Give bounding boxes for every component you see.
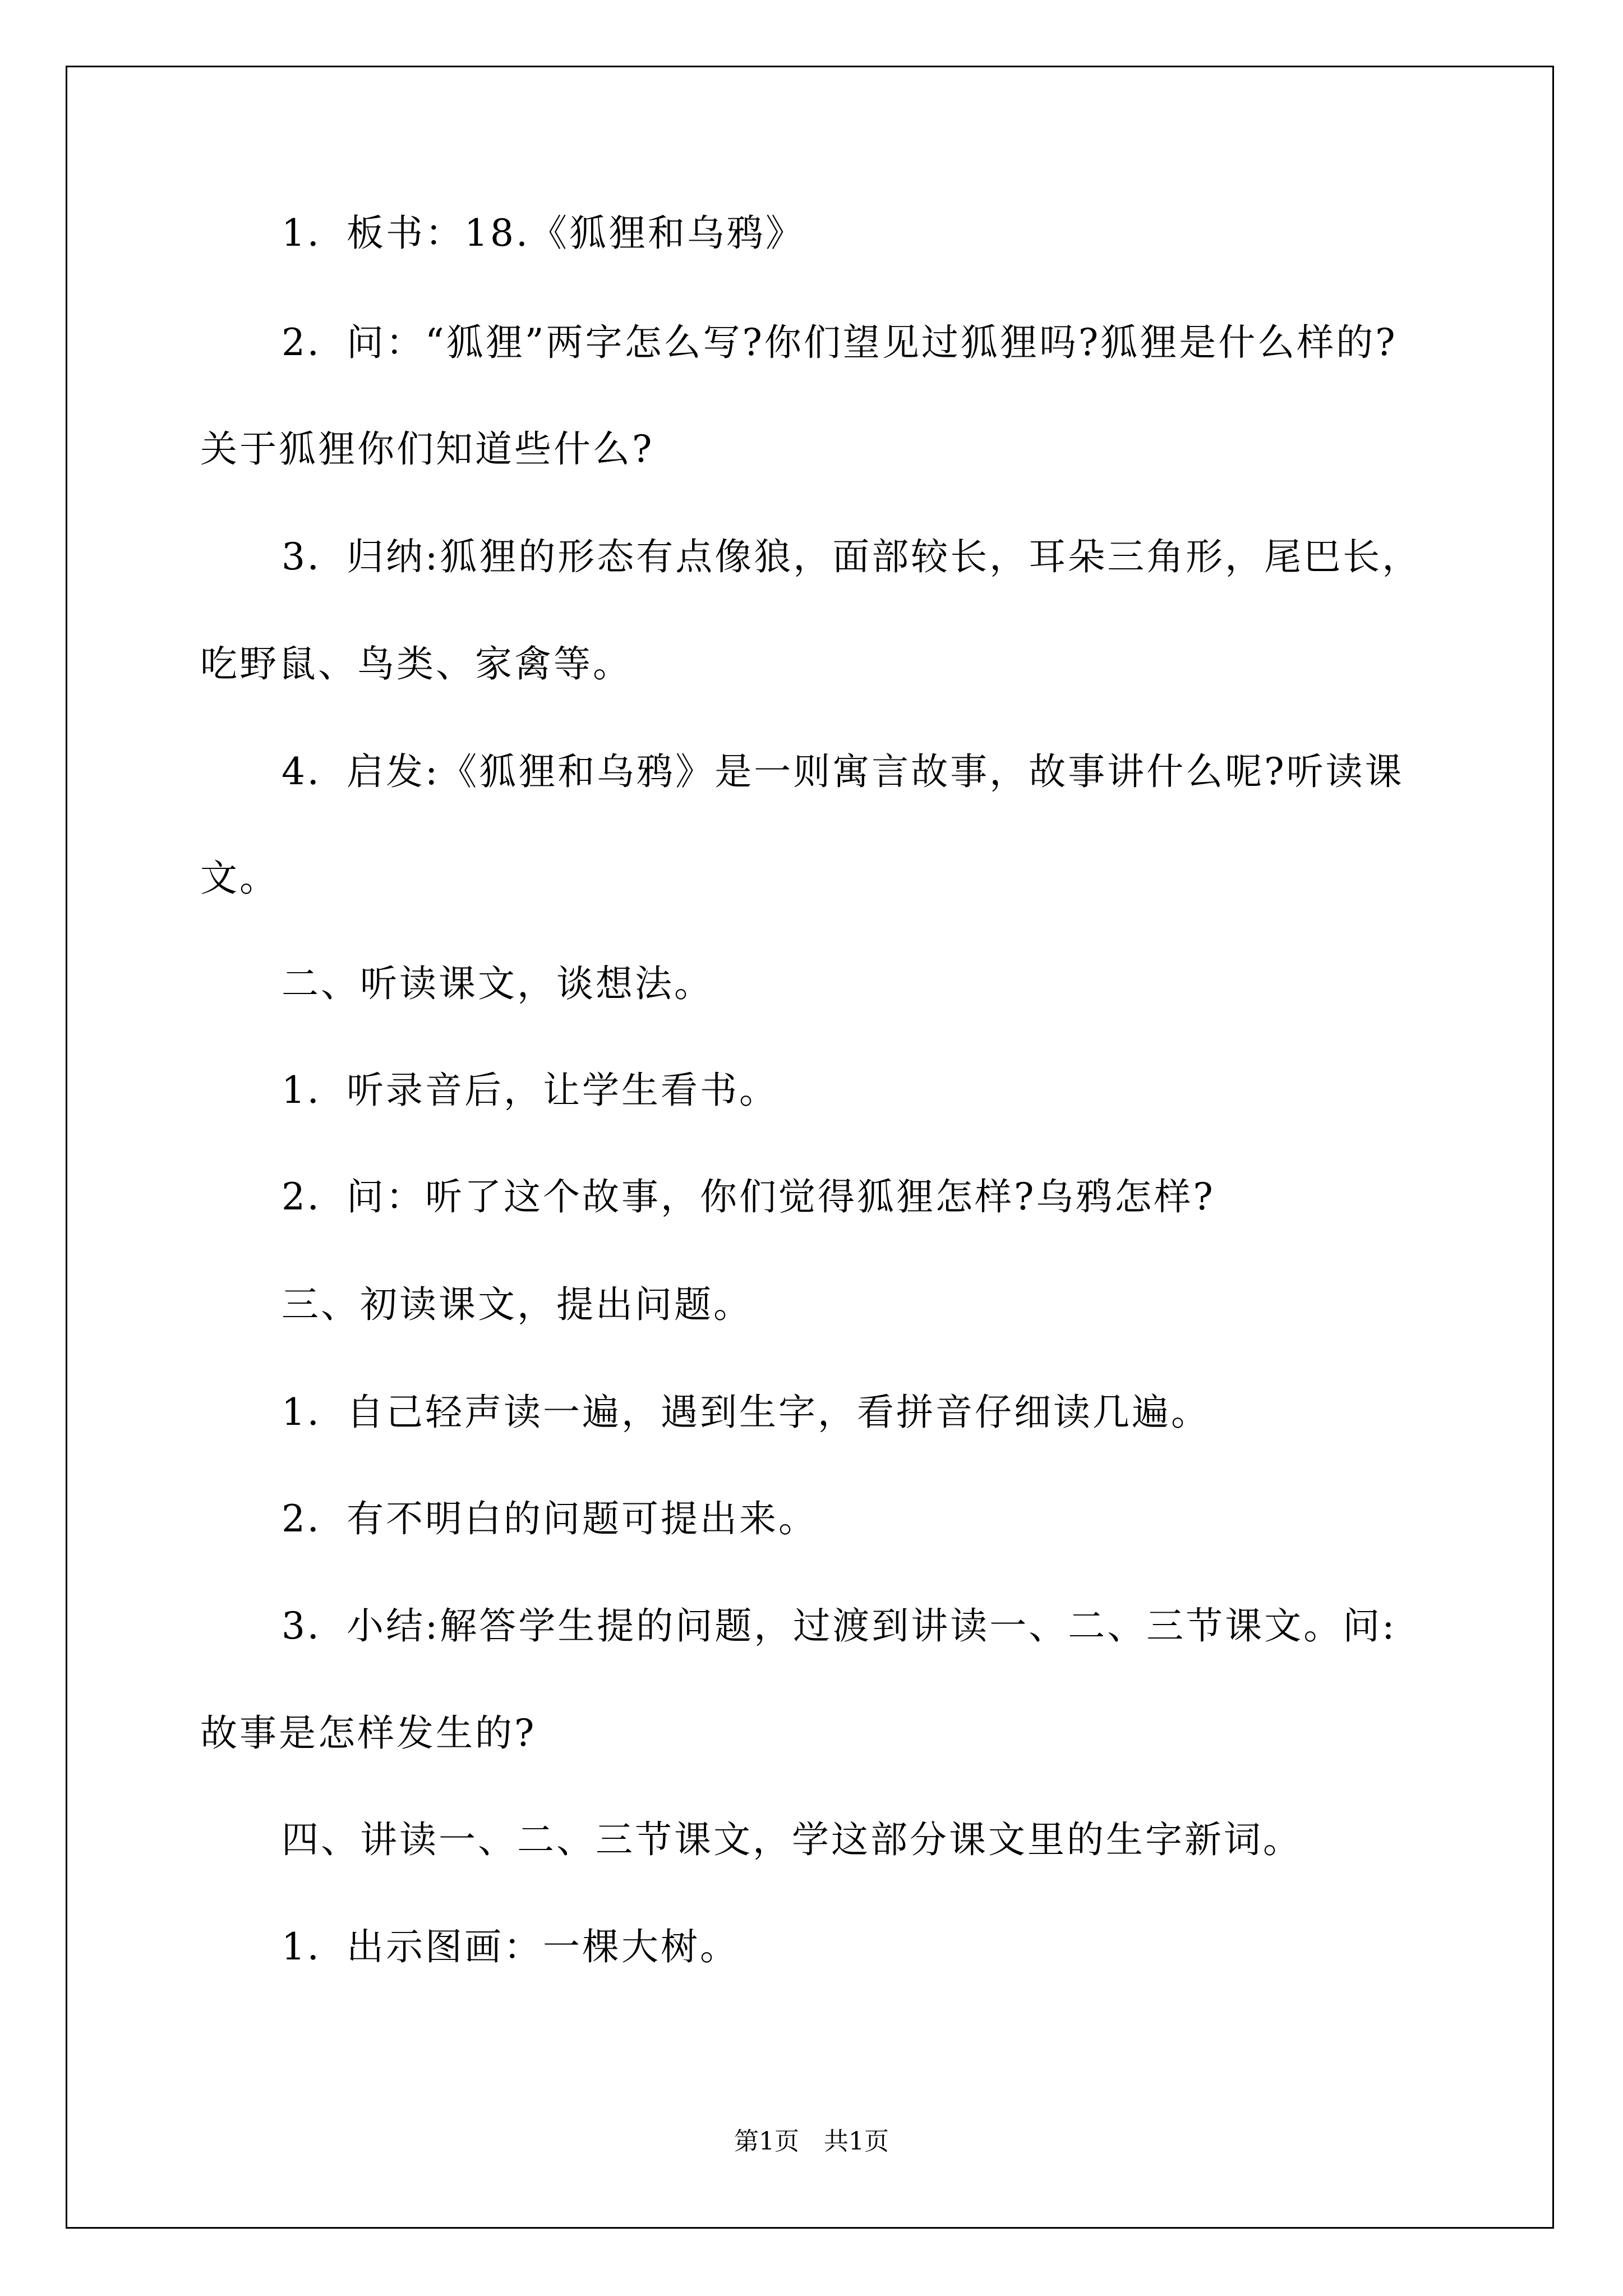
paragraph-line: 吃野鼠、鸟类、家禽等。 <box>200 642 632 685</box>
paragraph-line: 3．小结:解答学生提的问题，过渡到讲读一、二、三节课文。问: <box>282 1604 1397 1648</box>
paragraph-line: 三、初读课文，提出问题。 <box>282 1283 753 1326</box>
paragraph-line: 3．归纳:狐狸的形态有点像狼，面部较长，耳朵三角形，尾巴长， <box>282 535 1422 578</box>
paragraph-line: 二、听读课文，谈想法。 <box>282 962 713 1005</box>
paragraph-line: 四、讲读一、二、三节课文，学这部分课文里的生字新词。 <box>282 1818 1302 1861</box>
page-footer: 第1页 共1页 <box>734 2127 889 2156</box>
paragraph-line: 4．启发:《狐狸和乌鸦》是一则寓言故事，故事讲什么呢?听读课 <box>282 750 1404 793</box>
paragraph-line: 2．问：“狐狸”两字怎么写?你们望见过狐狸吗?狐狸是什么样的? <box>282 321 1398 364</box>
paragraph-line: 2．有不明白的问题可提出来。 <box>282 1497 818 1540</box>
paragraph-line: 关于狐狸你们知道些什么? <box>200 427 654 471</box>
paragraph-line: 1．听录音后，让学生看书。 <box>282 1069 778 1112</box>
paragraph-line: 故事是怎样发生的? <box>200 1711 537 1755</box>
page-border <box>66 66 1554 2229</box>
paragraph-line: 1．出示图画：一棵大树。 <box>282 1925 739 1968</box>
paragraph-line: 1．自己轻声读一遍，遇到生字，看拼音仔细读几遍。 <box>282 1391 1210 1434</box>
paragraph-line: 2．问：听了这个故事，你们觉得狐狸怎样?乌鸦怎样? <box>282 1175 1215 1218</box>
paragraph-line: 文。 <box>200 857 279 900</box>
paragraph-line: 1．板书：18.《狐狸和乌鸦》 <box>282 211 805 255</box>
